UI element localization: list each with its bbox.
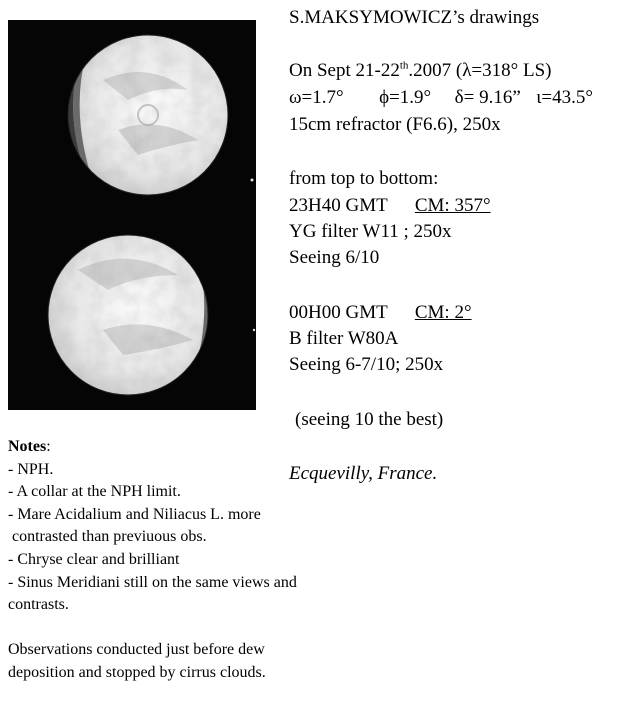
notes-section — [8, 436, 297, 685]
note-item: - Sinus Meridiani still on the same views and — [8, 573, 297, 591]
note-item: - Mare Acidalium and Niliacus L. more — [8, 505, 261, 523]
mars-drawings — [8, 20, 256, 410]
param-phi: ϕ=1.9° — [379, 87, 432, 108]
param-omega: ω=1.7° — [289, 87, 344, 108]
note-item: - NPH. — [8, 460, 54, 478]
notes-heading — [8, 436, 297, 459]
obs2-time-line — [289, 300, 472, 326]
note-item: contrasted than previuous obs. — [8, 528, 207, 546]
date-suffix: .2007 (λ=318° LS) — [408, 60, 552, 81]
instrument: 15cm refractor (F6.6), 250x — [289, 114, 501, 135]
obs1-cm: CM: 357° — [414, 195, 491, 216]
param-delta: δ= 9.16” — [454, 87, 521, 108]
notes-footer-line: deposition and stopped by cirrus clouds. — [8, 663, 266, 681]
obs1-filter: YG filter W11 ; 250x — [289, 221, 452, 242]
location: Ecquevilly, France. — [289, 463, 438, 484]
drawings-panel — [8, 20, 256, 410]
obs1-seeing: Seeing 6/10 — [289, 247, 380, 268]
mars-disk-bottom — [48, 235, 213, 395]
date-prefix: On Sept 21-22 — [289, 60, 400, 81]
mars-disk-top — [68, 35, 228, 195]
notes-heading-colon: : — [46, 438, 51, 455]
obs1-time: 23H40 GMT — [289, 195, 388, 216]
sequence-heading: from top to bottom: — [289, 168, 439, 189]
obs2-cm: CM: 2° — [414, 302, 472, 323]
obs2-time: 00H00 GMT — [289, 302, 388, 323]
obs2-seeing: Seeing 6-7/10; 250x — [289, 354, 444, 375]
notes-footer-line: Observations conducted just before dew — [8, 641, 265, 659]
notes-spacer — [8, 617, 297, 640]
drawings-title: S.MAKSYMOWICZ’s drawings — [289, 7, 540, 28]
notes-heading-label: Notes — [8, 438, 47, 455]
obs1-time-line — [289, 193, 491, 219]
obs2-filter: B filter W80A — [289, 328, 399, 349]
param-iota: ι=43.5° — [536, 87, 593, 108]
observation-date — [289, 58, 552, 84]
note-item: - A collar at the NPH limit. — [8, 483, 181, 501]
ephemeris-params — [289, 85, 593, 111]
date-ordinal: th — [399, 59, 409, 72]
note-item: - Chryse clear and brilliant — [8, 550, 180, 568]
seeing-note: (seeing 10 the best) — [295, 409, 444, 430]
note-item: contrasts. — [8, 596, 69, 614]
